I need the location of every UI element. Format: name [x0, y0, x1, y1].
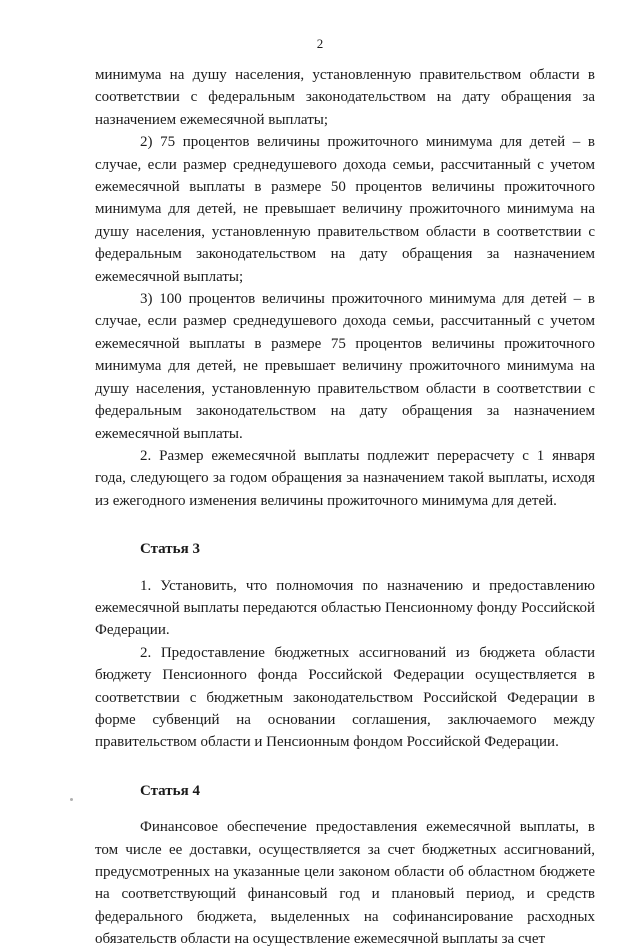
document-body [95, 64, 595, 951]
article-3-paragraph-2: 2. Предоставление бюджетных ассигнований из бюджета области бюджету Пенсионного фонда Российской Федерации осуществляется в соответствии с бюджетным законодательством Российской Федерации в форме субвенций на основании соглашения, заключаемого между правительством области и Пенсионным фондом Российской Федерации. [95, 644, 595, 751]
article-4-paragraph-1: Финансовое обеспечение предоставления ежемесячной выплаты, в том числе ее доставки, осуществляется за счет бюджетных ассигнований, предусмотренных на указанные цели законом области об областном бюджете на соответствующий финансовый год и плановый период, и средств федерального бюджета, выделенных на софинансирование расходных обязательств области на осуществление ежемесячной выплаты за счет [95, 819, 595, 948]
paragraph-item-3: 3) 100 процентов величины прожиточного минимума для детей – в случае, если размер среднедушевого дохода семьи, рассчитанный с учетом ежемесячной выплаты в размере 75 процентов величины прожиточного минимума для детей, не превышает величину прожиточного минимума на душу населения, установленную правительством области в соответствии с федеральным законодательством на дату обращения за назначением ежемесячной выплаты. [95, 291, 595, 442]
paragraph-item-2: 2) 75 процентов величины прожиточного минимума для детей – в случае, если размер среднедушевого дохода семьи, рассчитанный с учетом ежемесячной выплаты в размере 50 процентов величины прожиточного минимума для детей, не превышает величину прожиточного минимума на душу населения, установленную правительством области в соответствии с федеральным законодательством на дату обращения за назначением ежемесячной выплаты; [95, 134, 595, 285]
article-3-heading: Статья 3 [140, 541, 200, 558]
paragraph-continuation: минимума на душу населения, установленную правительством области в соответствии с федеральным законодательством на дату обращения за назначением ежемесячной выплаты; [95, 67, 595, 128]
margin-dot [70, 798, 73, 801]
paragraph-recalculation: 2. Размер ежемесячной выплаты подлежит перерасчету с 1 января года, следующего за годом обращения за назначением такой выплаты, исходя из ежегодного изменения величины прожиточного минимума для детей. [95, 447, 595, 509]
article-3-paragraph-1: 1. Установить, что полномочия по назначению и предоставлению ежемесячной выплаты передаются областью Пенсионному фонду Российской Федерации. [95, 577, 595, 639]
page-number: 2 [316, 36, 324, 51]
article-4-heading: Статья 4 [140, 782, 200, 799]
